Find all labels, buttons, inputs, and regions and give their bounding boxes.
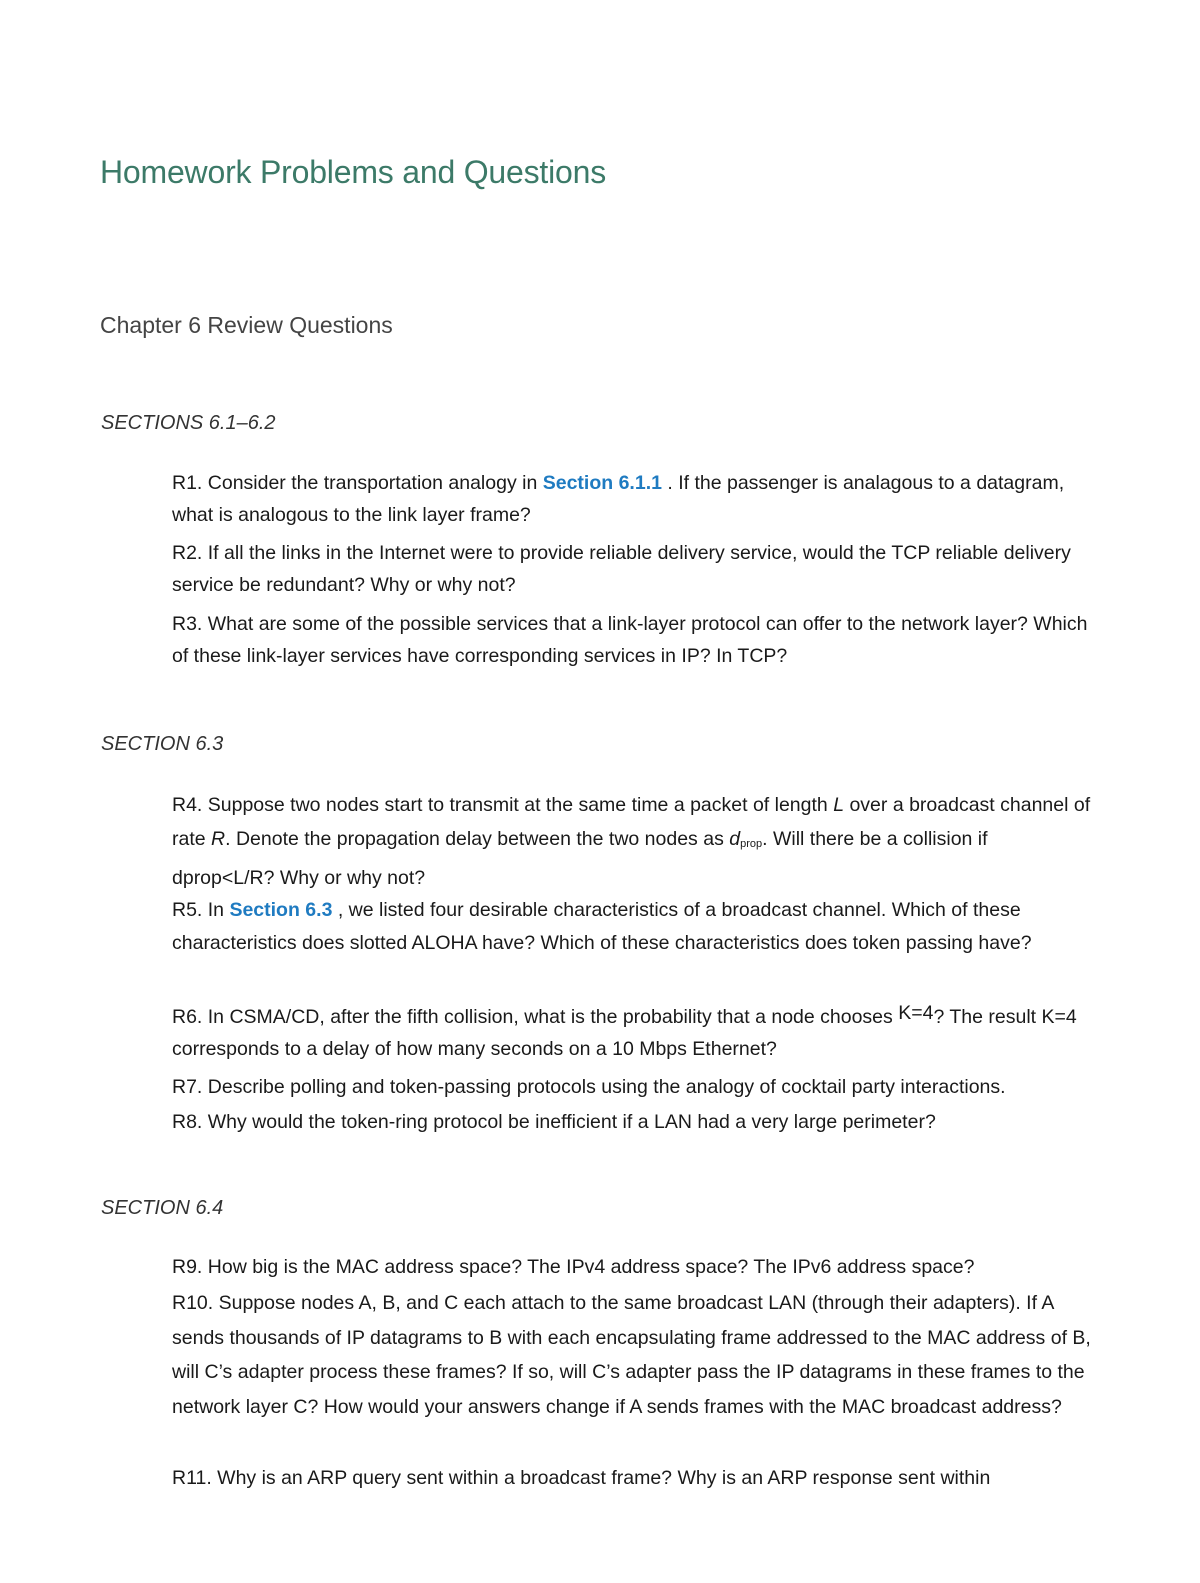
question-r8: R8. Why would the token-ring protocol be inefficient if a LAN had a very large perimeter?: [172, 1111, 936, 1133]
question-r6: [172, 1001, 1092, 1065]
question-r1-text-start: R1. Consider the transportation analogy in: [172, 472, 543, 494]
k-equals-4: K=4: [898, 1002, 934, 1024]
variable-r: R: [211, 828, 226, 850]
question-r6-text-a: R6. In CSMA/CD, after the fifth collision, what is the probability that a node chooses: [172, 1006, 899, 1028]
question-r1: [172, 467, 1092, 531]
page-title: Homework Problems and Questions: [100, 154, 607, 190]
question-r3: R3. What are some of the possible services that a link-layer protocol can offer to the network layer? Which of these link-layer services have corresponding services in IP? In TCP?: [172, 613, 1088, 667]
question-r4-text-a: R4. Suppose two nodes start to transmit at the same time a packet of length: [172, 794, 834, 816]
question-r5-text-end: , we listed four desirable characteristics of a broadcast channel. Which of these characteristics does slotted ALOHA have? Which of these characteristics does token passing have?: [172, 899, 1032, 954]
question-r2: R2. If all the links in the Internet were to provide reliable delivery service, would the TCP reliable delivery service be redundant? Why or why not?: [172, 542, 1071, 596]
section-heading-6-3: SECTION 6.3: [101, 733, 224, 755]
section-heading-6-4: SECTION 6.4: [101, 1197, 224, 1219]
variable-l: L: [833, 794, 845, 816]
question-r4: [172, 788, 1092, 895]
subscript-prop: prop: [740, 838, 763, 850]
section-heading-6-1-6-2: SECTIONS 6.1–6.2: [101, 412, 276, 434]
section-6-3-link[interactable]: Section 6.3: [229, 899, 333, 921]
question-r5: [172, 894, 1092, 960]
question-r11: R11. Why is an ARP query sent within a broadcast frame? Why is an ARP response sent within: [172, 1467, 991, 1489]
question-r7: R7. Describe polling and token-passing protocols using the analogy of cocktail party interactions.: [172, 1076, 1006, 1098]
section-6-1-1-link[interactable]: Section 6.1.1: [542, 472, 662, 494]
question-r1-text-end: . If the passenger is analagous to a datagram, what is analogous to the link layer frame?: [172, 472, 1065, 526]
question-r5-text-start: R5. In: [172, 899, 230, 921]
question-r4-text-d: . Will there be a collision if dprop<L/R? Why or why not?: [172, 828, 988, 889]
chapter-title: Chapter 6 Review Questions: [100, 312, 393, 338]
question-r10: R10. Suppose nodes A, B, and C each attach to the same broadcast LAN (through their adapters). If A sends thousands of IP datagrams to B with each encapsulating frame addressed to the MAC address of B, will C’s adapter process these frames? If so, will C’s adapter pass the IP datagrams in these frames to the network layer C? How would your answers change if A sends frames with the MAC broadcast address?: [172, 1292, 1091, 1418]
question-r6-text-b: ? The result K=4 corresponds to a delay of how many seconds on a 10 Mbps Ethernet?: [172, 1006, 1077, 1060]
question-r9: R9. How big is the MAC address space? The IPv4 address space? The IPv6 address space?: [172, 1256, 975, 1278]
variable-d: d: [729, 828, 741, 850]
question-r4-text-c: . Denote the propagation delay between the two nodes as: [225, 828, 730, 850]
question-r4-text-b: over a broadcast channel of rate: [172, 794, 1091, 850]
